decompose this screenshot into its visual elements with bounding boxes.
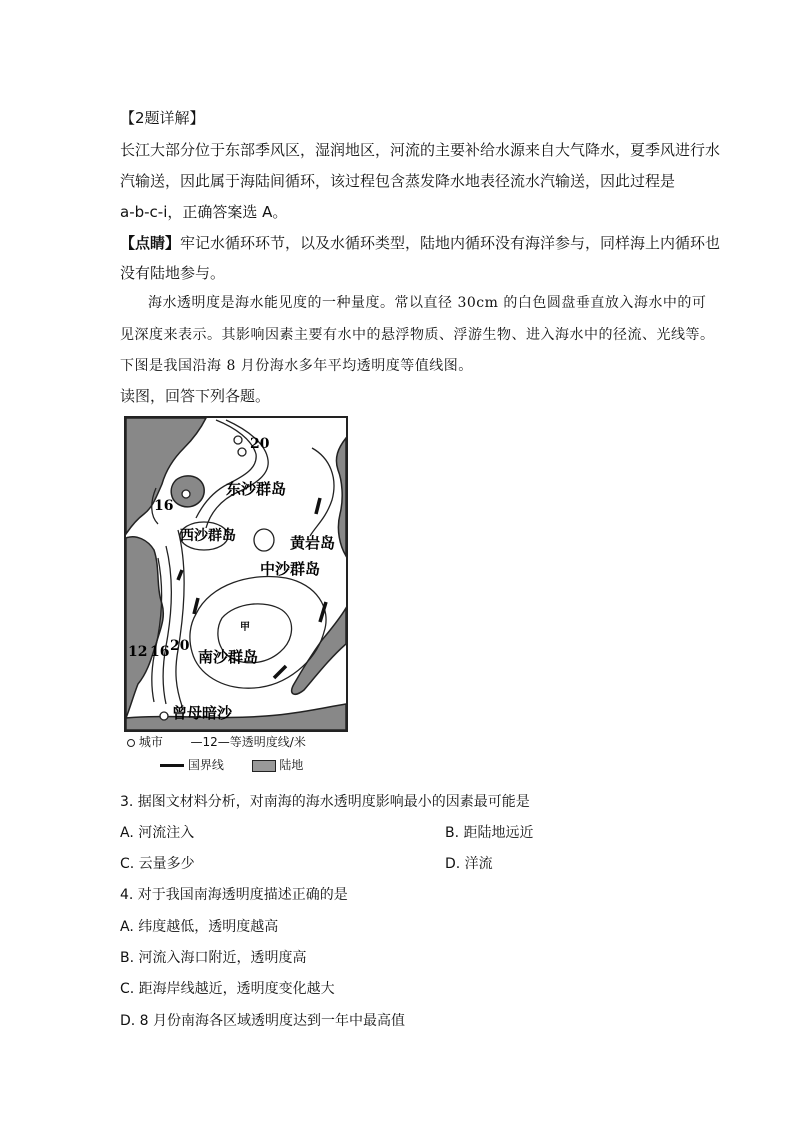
south-china-sea-map [124, 416, 348, 732]
border-segment [274, 666, 286, 678]
explanation-line-1: 长江大部分位于东部季风区，湿润地区，河流的主要补给水源来自大气降水，夏季风进行水 [120, 141, 721, 159]
explanation-line-2: 汽输送，因此属于海陆间循环，该过程包含蒸发降水地表径流水汽输送，因此过程是 [120, 172, 676, 190]
philippines-land [336, 438, 346, 556]
q4-option-c: C. 距海岸线越近，透明度变化越大 [120, 981, 335, 997]
city-legend-icon [127, 739, 135, 747]
q3-option-b: B. 距陆地远近 [445, 825, 534, 841]
section-heading: 【2题详解】 [120, 109, 205, 127]
label-zhongsha: 中沙群岛 [260, 560, 321, 578]
isoline-label-20-top: 20 [250, 436, 270, 452]
border-legend-icon [160, 764, 184, 767]
zhongsha-isoline [254, 529, 274, 551]
tip-label: 【点睛】 [120, 234, 181, 252]
legend-isoline-value: 12 [202, 735, 218, 749]
q4-option-d: D. 8 月份南海各区域透明度达到一年中最高值 [120, 1013, 406, 1029]
isoline-label-20: 20 [170, 638, 190, 654]
isoline-20 [176, 530, 184, 706]
isoline-label-16-left: 16 [154, 498, 174, 514]
legend-border: 国界线 [187, 758, 224, 772]
q4-option-a: A. 纬度越低，透明度越高 [120, 919, 279, 935]
isoline-16 [163, 546, 171, 704]
tip-line-2: 没有陆地参与。 [120, 264, 226, 282]
label-huangyan: 黄岩岛 [290, 534, 336, 552]
city-marker [182, 490, 190, 498]
material-line-3: 下图是我国沿海 8 月份海水多年平均透明度等值线图。 [120, 358, 473, 374]
legend-row-2 [160, 756, 303, 773]
legend-land: 陆地 [279, 758, 304, 772]
material-line-2: 见深度来表示。其影响因素主要有水中的悬浮物质、浮游生物、进入海水中的径流、光线等。 [120, 327, 715, 343]
tip-line-1 [120, 232, 720, 253]
label-jia: 甲 [240, 622, 250, 633]
q3-option-d: D. 洋流 [445, 856, 493, 872]
city-marker [160, 712, 168, 720]
material-line-1: 海水透明度是海水能见度的一种量度。常以直径 30cm 的白色圆盘垂直放入海水中的可 [148, 295, 707, 311]
legend-city: 城市 [138, 735, 163, 749]
southern-land [126, 704, 346, 730]
indochina-land [126, 537, 163, 718]
q3-stem: 3. 据图文材料分析，对南海的海水透明度影响最小的因素最可能是 [120, 794, 530, 810]
mainland-land [126, 418, 206, 534]
q3-option-c: C. 云量多少 [120, 856, 195, 872]
label-nansha: 南沙群岛 [198, 648, 259, 666]
label-zengmu: 曾母暗沙 [172, 704, 233, 722]
isoline-east [310, 448, 334, 536]
map-drawing [126, 418, 346, 730]
label-dongsha: 东沙群岛 [226, 480, 287, 498]
label-xisha: 西沙群岛 [180, 528, 236, 544]
isoline-label-16: 16 [150, 644, 170, 660]
explanation-line-3: a-b-c-i，正确答案选 A。 [120, 203, 288, 221]
city-marker [238, 448, 246, 456]
q4-stem: 4. 对于我国南海透明度描述正确的是 [120, 887, 348, 903]
tip-text-1: 牢记水循环环节，以及水循环类型，陆地内循环没有海洋参与，同样海上内循环也 [180, 234, 721, 252]
border-segment [178, 570, 182, 580]
isoline-legend-icon: — [190, 735, 203, 749]
legend-row-1: 城市 —12—等透明度线/米 [127, 733, 306, 750]
land-legend-icon [252, 760, 276, 772]
city-marker [234, 436, 242, 444]
reading-prompt: 读图，回答下列各题。 [120, 387, 271, 405]
q3-option-a: A. 河流注入 [120, 825, 195, 841]
legend-isoline: 等透明度线/米 [229, 735, 306, 749]
isoline-20-north [196, 420, 256, 518]
border-segment [316, 498, 320, 514]
q4-option-b: B. 河流入海口附近，透明度高 [120, 950, 307, 966]
isoline-label-12: 12 [128, 644, 148, 660]
